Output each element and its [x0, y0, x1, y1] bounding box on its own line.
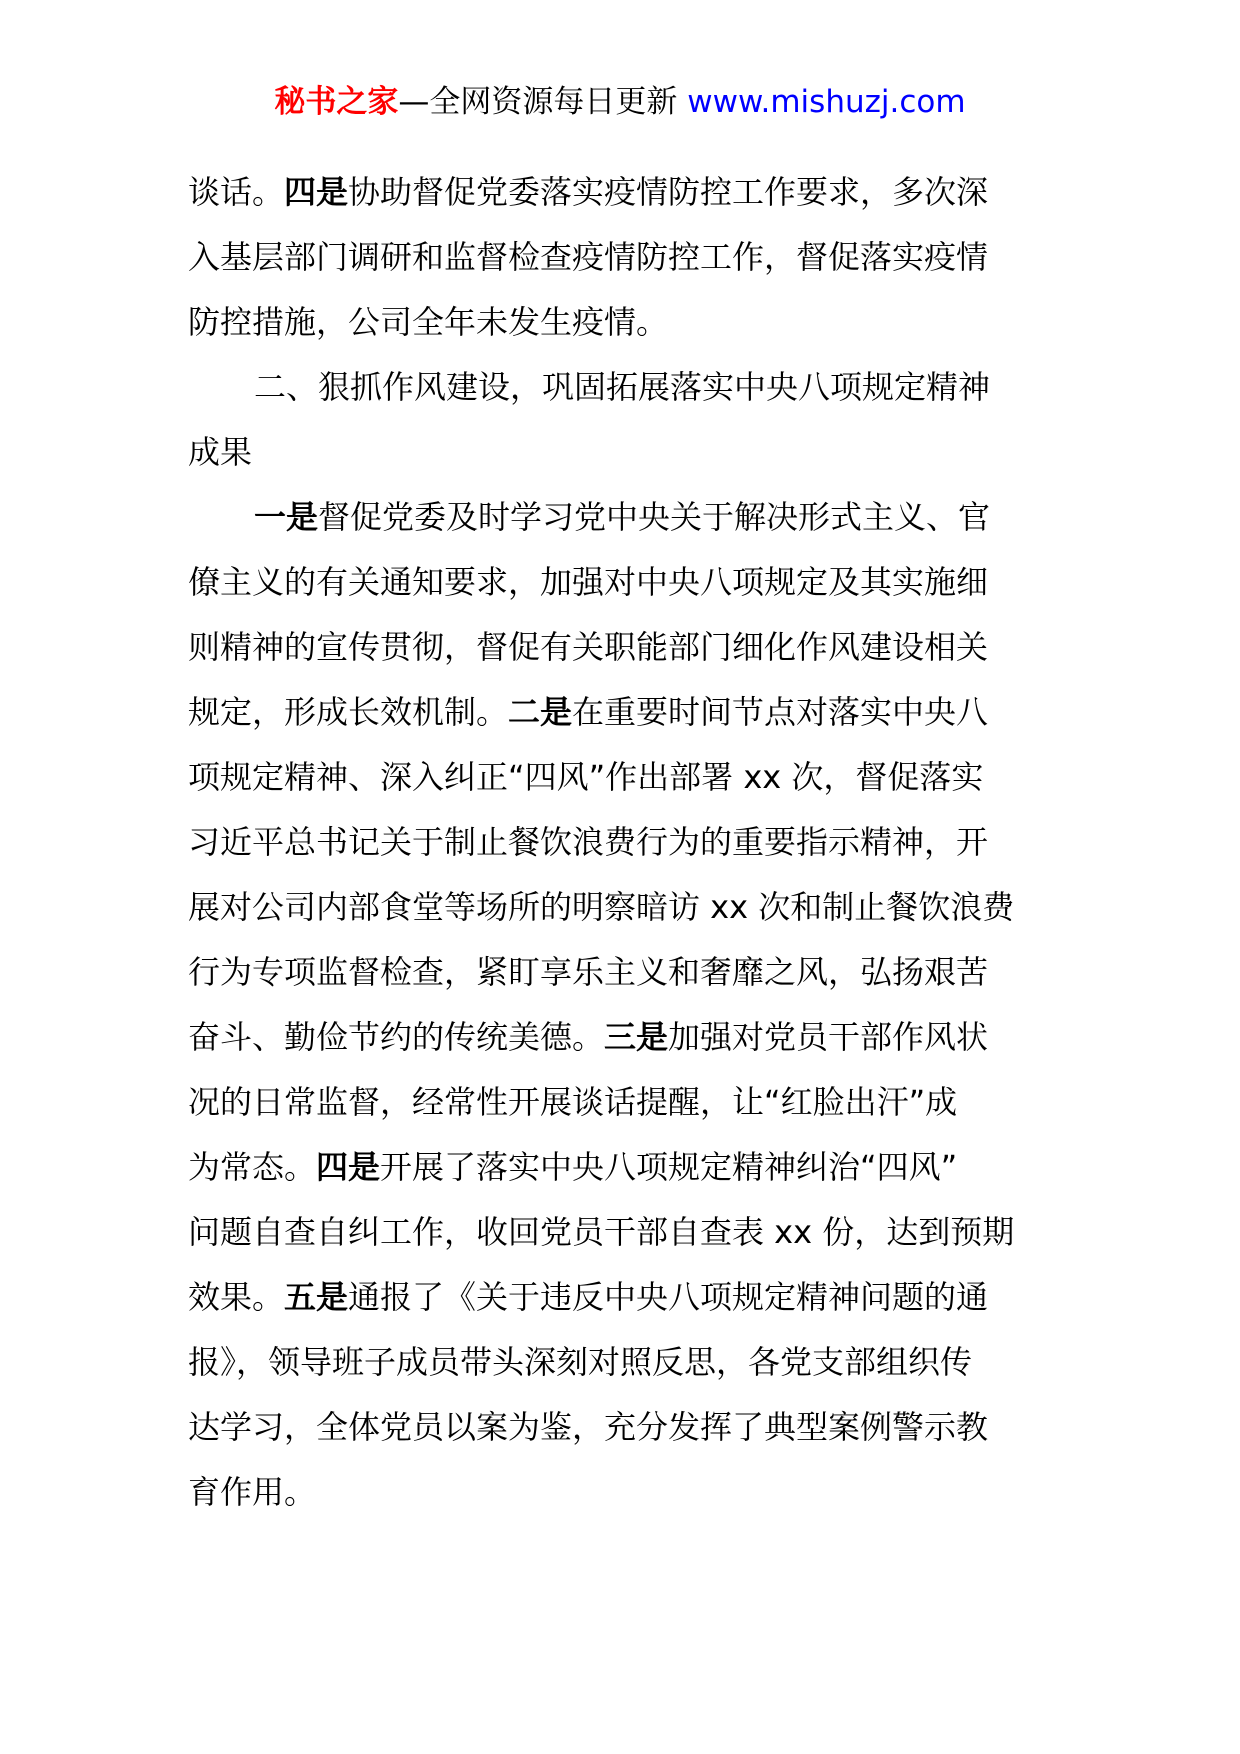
text-run: 为常态。: [188, 1148, 317, 1186]
text-line: [188, 875, 1048, 940]
text-line: [188, 225, 1048, 290]
text-run: 况的日常监督，经常性开展谈话提醒，让“红脸出汗”成: [188, 1083, 958, 1121]
text-run: 规定，形成长效机制。: [188, 693, 509, 731]
text-run: 行为专项监督检查，紧盯享乐主义和奢靡之风，弘扬艰苦: [188, 953, 989, 991]
text-run: 报》，领导班子成员带头深刻对照反思，各党支部组织传: [188, 1343, 973, 1381]
text-line: [188, 810, 1048, 875]
text-line: [188, 355, 1048, 420]
bold-lead-phrase: 三是: [604, 1018, 669, 1056]
text-run: 育作用。: [188, 1473, 317, 1511]
text-line: [188, 290, 1048, 355]
text-run: 加强对党员干部作风状: [668, 1018, 989, 1056]
text-run: 防控措施，公司全年未发生疫情。: [188, 303, 669, 341]
text-line: [188, 420, 1048, 485]
text-run: 协助督促党委落实疫情防控工作要求，多次深: [348, 173, 989, 211]
text-run: 成果: [188, 433, 253, 471]
bold-lead-phrase: 四是: [316, 1148, 381, 1186]
text-run: 二、狠抓作风建设，巩固拓展落实中央八项规定精神: [254, 368, 991, 406]
text-run: 谈话。: [188, 173, 285, 211]
text-line: [188, 1460, 1048, 1525]
bold-lead-phrase: 二是: [508, 693, 573, 731]
text-line: [188, 745, 1048, 810]
header-slogan: —全网资源每日更新: [398, 84, 678, 120]
text-line: [188, 1070, 1048, 1135]
bold-lead-phrase: 五是: [284, 1278, 349, 1316]
page-header: [0, 82, 1240, 122]
text-line: [188, 485, 1048, 550]
text-run: 效果。: [188, 1278, 285, 1316]
text-line: [188, 940, 1048, 1005]
text-run: 问题自查自纠工作，收回党员干部自查表 xx 份，达到预期: [188, 1213, 1015, 1251]
text-run: 入基层部门调研和监督检查疫情防控工作，督促落实疫情: [188, 238, 989, 276]
text-run: 达学习，全体党员以案为鉴，充分发挥了典型案例警示教: [188, 1408, 989, 1446]
text-line: [188, 1395, 1048, 1460]
bold-lead-phrase: 一是: [254, 498, 319, 536]
text-run: 项规定精神、深入纠正“四风”作出部署 xx 次，督促落实: [188, 758, 984, 796]
text-line: [188, 550, 1048, 615]
text-run: 通报了《关于违反中央八项规定精神问题的通: [348, 1278, 989, 1316]
document-body: [188, 160, 1048, 1525]
text-run: 开展了落实中央八项规定精神纠治“四风”: [380, 1148, 958, 1186]
text-run: 展对公司内部食堂等场所的明察暗访 xx 次和制止餐饮浪费: [188, 888, 1015, 926]
bold-lead-phrase: 四是: [284, 173, 349, 211]
text-line: [188, 1265, 1048, 1330]
text-run: 在重要时间节点对落实中央八: [572, 693, 989, 731]
text-run: 则精神的宣传贯彻，督促有关职能部门细化作风建设相关: [188, 628, 989, 666]
text-line: [188, 1330, 1048, 1395]
text-run: 奋斗、勤俭节约的传统美德。: [188, 1018, 605, 1056]
text-line: [188, 1135, 1048, 1200]
text-run: 僚主义的有关通知要求，加强对中央八项规定及其实施细: [188, 563, 989, 601]
text-line: [188, 615, 1048, 680]
text-run: 督促党委及时学习党中央关于解决形式主义、官: [318, 498, 991, 536]
header-site-url: www.mishuzj.com: [687, 84, 966, 120]
header-brand: 秘书之家: [274, 84, 399, 120]
text-line: [188, 680, 1048, 745]
text-line: [188, 1005, 1048, 1070]
text-line: [188, 1200, 1048, 1265]
text-run: 习近平总书记关于制止餐饮浪费行为的重要指示精神，开: [188, 823, 989, 861]
text-line: [188, 160, 1048, 225]
